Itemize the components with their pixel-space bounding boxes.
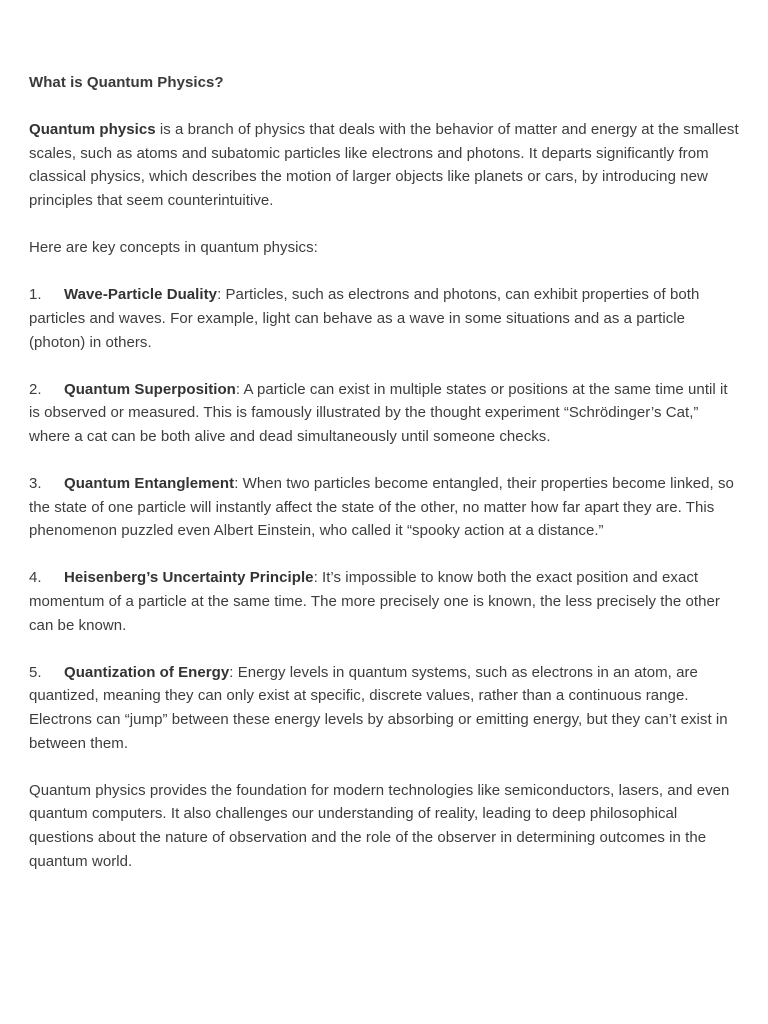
concept-text: : It’s impossible to know both the exact position and exact momentum of a particle at the same time. The more precisely one is known, the less precisely the other can be known. — [29, 569, 720, 634]
intro-paragraph — [29, 118, 741, 212]
document-title: What is Quantum Physics? — [29, 74, 224, 91]
concept-term: Quantum Entanglement — [64, 475, 235, 493]
concept-term: Quantization of Energy — [64, 663, 230, 681]
intro-text: is a branch of physics that deals with the behavior of matter and energy at the smallest scales, such as atoms and subatomic particles like electrons and photons. It departs significantly from classical physics, which describes the motion of larger objects like planets or cars, by introducing new principles that seem counterintuitive. — [29, 121, 739, 209]
concept-item-5 — [29, 661, 741, 755]
concept-term: Quantum Superposition — [64, 380, 236, 398]
conclusion-paragraph: Quantum physics provides the foundation for modern technologies like semiconductors, lasers, and even quantum computers. It also challenges our understanding of reality, leading to deep philosophical questions about the nature of observation and the role of the observer in determining outcomes in the quantum world. — [29, 781, 730, 870]
concept-number: 5. — [29, 663, 42, 681]
lead-in-paragraph: Here are key concepts in quantum physics: — [29, 239, 318, 257]
concept-number: 2. — [29, 380, 42, 398]
concept-item-2 — [29, 378, 741, 449]
concept-text: : Energy levels in quantum systems, such as electrons in an atom, are quantized, meaning they can only exist at specific, discrete values, rather than a continuous range. Electrons can “jump” between these energy levels by absorbing or emitting energy, but they can’t exist in between them. — [29, 663, 728, 752]
document-body — [29, 71, 741, 873]
concept-text: : When two particles become entangled, their properties become linked, so the state of one particle will instantly affect the state of the other, no matter how far apart they are. This phenomenon puzzled even Albert Einstein, who called it “spooky action at a distance.” — [29, 475, 734, 540]
concept-term: Heisenberg’s Uncertainty Principle — [64, 569, 314, 587]
concept-item-1 — [29, 283, 741, 354]
concept-number: 3. — [29, 475, 42, 493]
concept-number: 1. — [29, 286, 42, 304]
concept-item-3 — [29, 472, 741, 543]
concept-number: 4. — [29, 569, 42, 587]
intro-term: Quantum physics — [29, 121, 156, 139]
concept-item-4 — [29, 566, 741, 637]
concept-text: : A particle can exist in multiple states or positions at the same time until it is observed or measured. This is famously illustrated by the thought experiment “Schrödinger’s Cat,” where a cat can be both alive and dead simultaneously until someone checks. — [29, 380, 728, 445]
concept-text: : Particles, such as electrons and photons, can exhibit properties of both particles and waves. For example, light can behave as a wave in some situations and as a particle (photon) in others. — [29, 286, 700, 351]
concept-term: Wave-Particle Duality — [64, 286, 218, 304]
